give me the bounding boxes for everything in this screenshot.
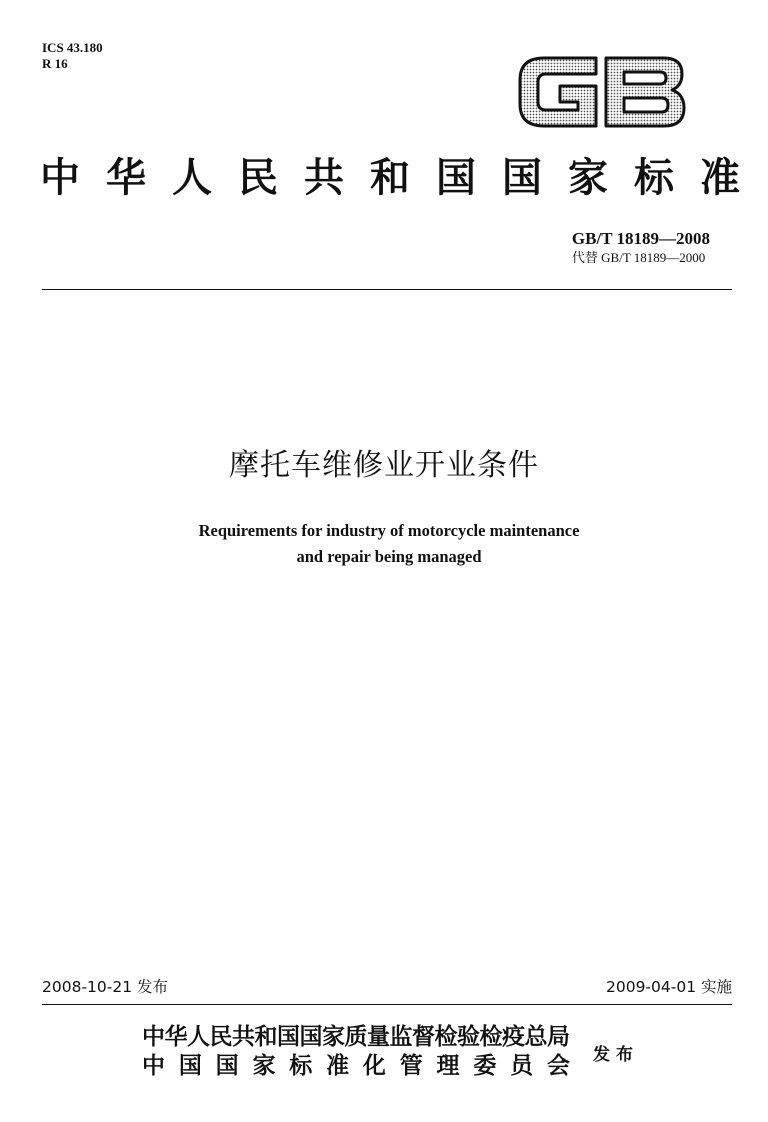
issuer-aqsiq: 中华人民共和国国家质量监督检验检疫总局 [142,1023,570,1050]
english-title-line-1: Requirements for industry of motorcycle maintenance [198,521,580,540]
issuer-char: 管 [399,1052,423,1079]
heading-char: 民 [238,154,278,201]
issuer-char: 标 [289,1052,313,1079]
issuer-char: 中 [142,1052,165,1079]
footer-divider [42,1004,732,1005]
issuer-char: 家 [252,1052,276,1079]
ccs-code: R 16 [42,56,68,71]
heading-char: 国 [436,154,476,201]
heading-char: 准 [700,154,740,201]
publish-label: 发布 [593,1045,639,1065]
classification-codes [42,40,103,72]
issuer-char: 会 [546,1052,570,1079]
date-row [42,976,732,998]
heading-char: 中 [40,154,80,201]
issuer-char: 准 [326,1052,350,1079]
ics-code: ICS 43.180 [42,40,103,55]
heading-char: 国 [502,154,542,201]
issuing-authorities [142,1022,572,1080]
header-divider [42,289,732,290]
issuer-char: 委 [473,1052,497,1079]
standard-number: GB/T 18189—2008 [571,229,710,248]
heading-char: 和 [370,154,410,201]
issuer-char: 员 [510,1052,534,1079]
issuer-char: 国 [215,1052,239,1079]
heading-char: 人 [172,154,212,201]
issuer-char: 化 [362,1052,386,1079]
standard-number-block [572,228,710,266]
english-title-line-2: and repair being managed [296,547,482,566]
issuer-char: 国 [178,1052,202,1079]
gb-logo-icon [514,50,690,132]
replaced-standard: 代替 GB/T 18189—2000 [571,250,706,265]
implementation-date: 2009-04-01 实施 [605,978,732,996]
heading-char: 标 [634,154,674,201]
issue-date: 2008-10-21 发布 [42,978,169,996]
issuer-sac [142,1051,570,1080]
document-title-english [0,518,768,570]
national-standard-heading [40,150,740,206]
issuer-char: 理 [436,1052,460,1079]
heading-char: 共 [304,154,344,201]
heading-char: 家 [568,154,608,201]
document-title-chinese: 摩托车维修业开业条件 [229,448,539,483]
heading-char: 华 [106,154,146,201]
